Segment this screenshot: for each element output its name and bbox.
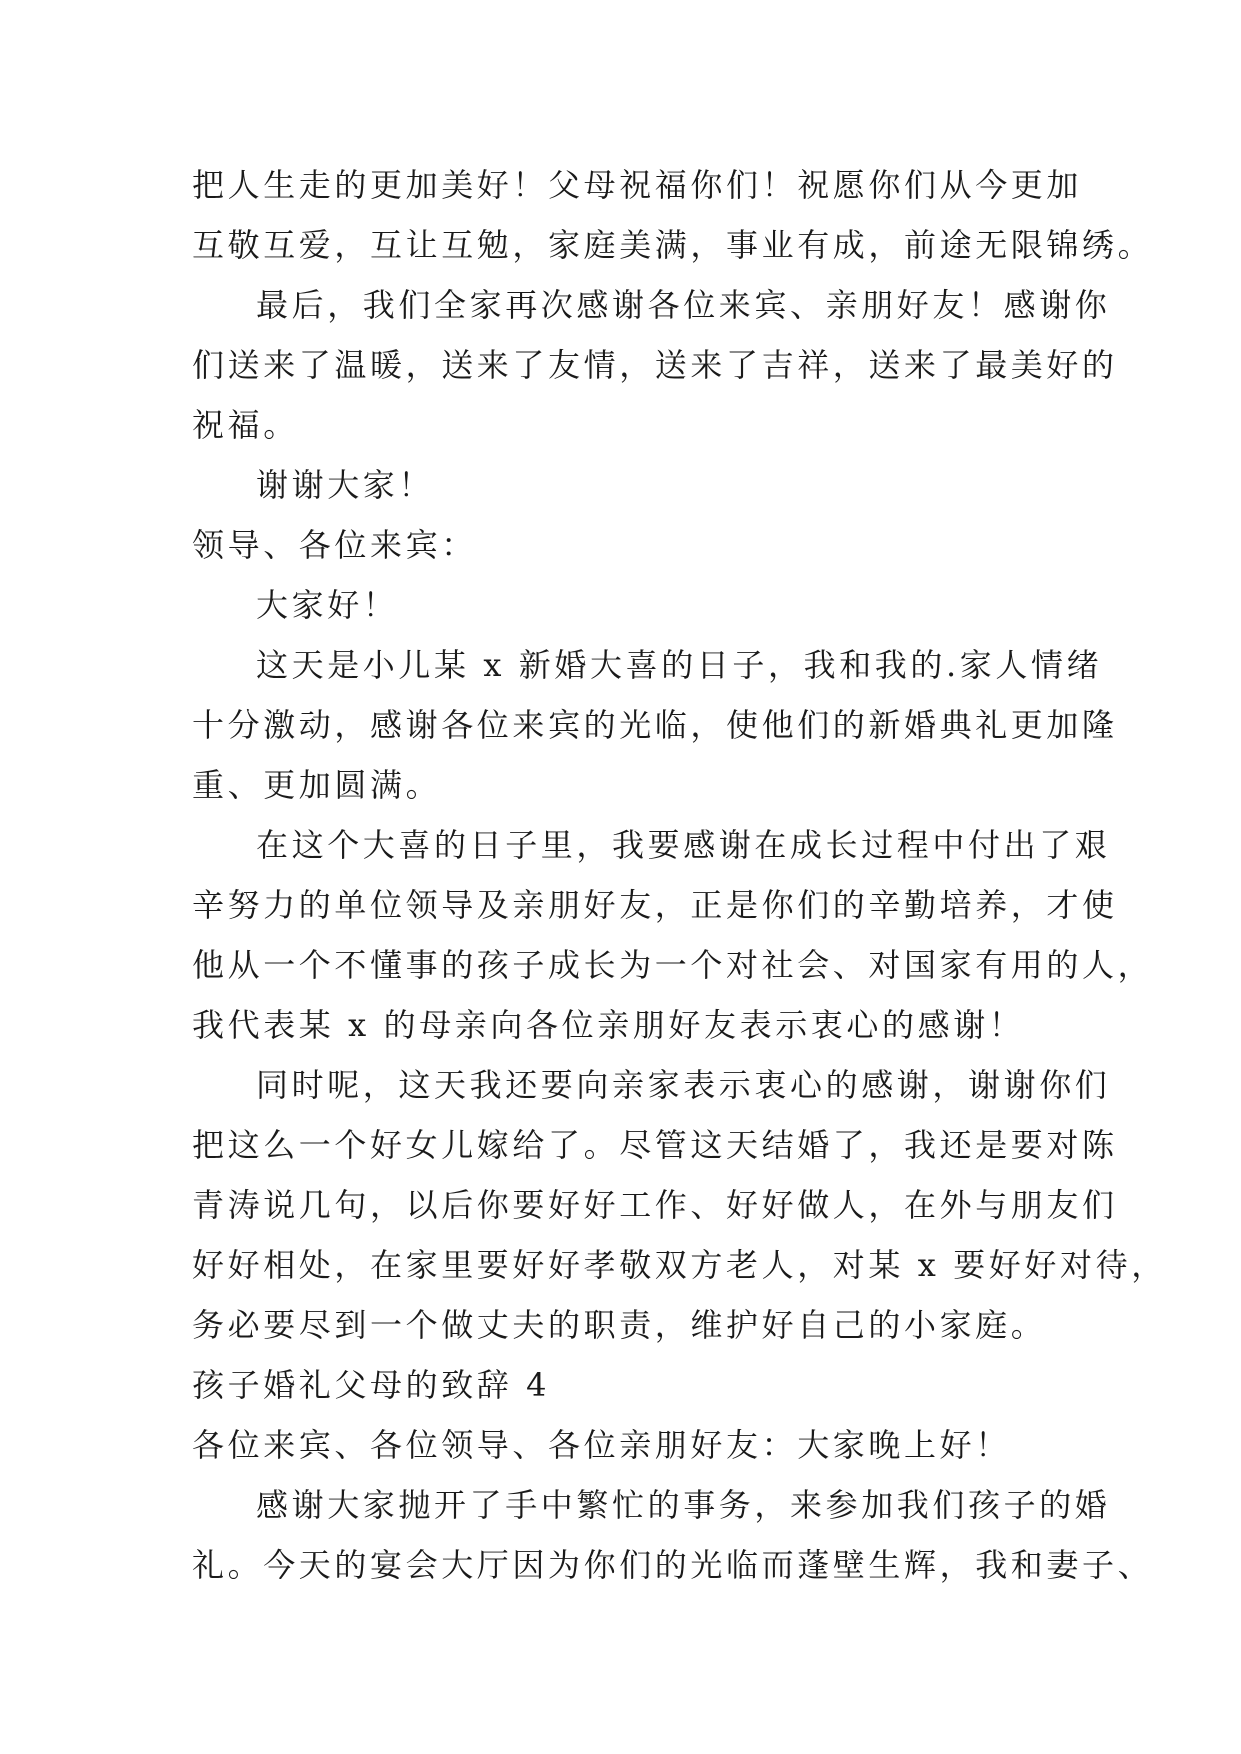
text-line: 礼。今天的宴会大厅因为你们的光临而蓬壁生辉，我和妻子、 (192, 1546, 1154, 1584)
text-line: 我代表某 x 的母亲向各位亲朋好友表示衷心的感谢！ (192, 1006, 1025, 1044)
paragraph-start: 最后，我们全家再次感谢各位来宾、亲朋好友！感谢你 (256, 286, 1111, 324)
paragraph-start: 这天是小儿某 x 新婚大喜的日子，我和我的.家人情绪 (256, 646, 1103, 684)
section-heading: 孩子婚礼父母的致辞 4 (192, 1366, 551, 1404)
salutation: 领导、各位来宾： (192, 526, 477, 564)
text-line: 互敬互爱，互让互勉，家庭美满，事业有成，前途无限锦绣。 (192, 226, 1154, 264)
paragraph-start: 在这个大喜的日子里，我要感谢在成长过程中付出了艰 (256, 826, 1111, 864)
text-line: 把人生走的更加美好！父母祝福你们！祝愿你们从今更加 (192, 166, 1083, 204)
text-line: 重、更加圆满。 (192, 766, 442, 804)
salutation: 各位来宾、各位领导、各位亲朋好友：大家晚上好！ (192, 1426, 1011, 1464)
greeting: 大家好！ (256, 586, 399, 624)
text-line: 青涛说几句，以后你要好好工作、好好做人，在外与朋友们 (192, 1186, 1118, 1224)
text-line: 他从一个不懂事的孩子成长为一个对社会、对国家有用的人， (192, 946, 1154, 984)
text-line: 务必要尽到一个做丈夫的职责，维护好自己的小家庭。 (192, 1306, 1047, 1344)
paragraph-start: 感谢大家抛开了手中繁忙的事务，来参加我们孩子的婚 (256, 1486, 1111, 1524)
text-line: 祝福。 (192, 406, 299, 444)
paragraph-start: 谢谢大家！ (256, 466, 435, 504)
paragraph-start: 同时呢，这天我还要向亲家表示衷心的感谢，谢谢你们 (256, 1066, 1111, 1104)
text-line: 好好相处，在家里要好好孝敬双方老人，对某 x 要好好对待， (192, 1246, 1167, 1284)
text-line: 们送来了温暖，送来了友情，送来了吉祥，送来了最美好的 (192, 346, 1118, 384)
text-line: 十分激动，感谢各位来宾的光临，使他们的新婚典礼更加隆 (192, 706, 1118, 744)
text-line: 把这么一个好女儿嫁给了。尽管这天结婚了，我还是要对陈 (192, 1126, 1118, 1164)
text-line: 辛努力的单位领导及亲朋好友，正是你们的辛勤培养，才使 (192, 886, 1118, 924)
